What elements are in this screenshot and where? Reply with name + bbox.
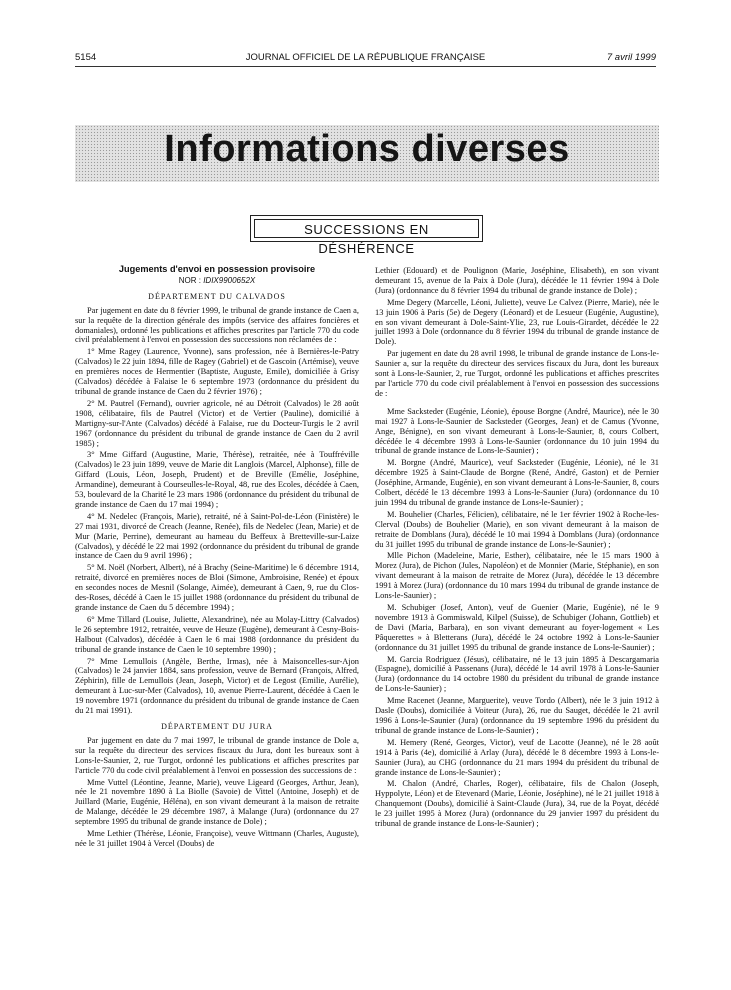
right-column [375,266,659,831]
paragraph: M. Chalon (André, Charles, Roger), célibataire, fils de Chalon (Joseph, Hyppolyte, Léon) et de Etevenard (Marie, Léonie, Joséphine), né le 21 juillet 1918 à Chanquemont (Doubs), domicilié à Saint-Claude (Jura), 34, rue de la Poyat, décédé le 23 juillet 1995 à Morez (Jura) (ordonnance du 29 janvier 1997 du président du tribunal de grande instance de Lons-le-Saunier) ; [375,779,659,829]
paragraph: 3° Mme Giffard (Augustine, Marie, Thérèse), retraitée, née à Touffréville (Calvados) le 23 juin 1899, veuve de Marie dit Langlois (Marcel, Alphonse), fille de Giffard (Louis, Léon, Joseph, Prudent) et de Breville (Emélie, Joséphine, Armandine), demeurant à Courseulles-le-Royal, 48, rue des Ecoles, décédée à Caen, 53, boulevard de la Charité le 23 mars 1986 (ordonnance du président du tribunal de grande instance de Caen du 17 mai 1994) ; [75,450,359,509]
banner-title: Informations diverses [164,128,570,170]
paragraph: M. Bouhelier (Charles, Félicien), célibataire, né le 1er février 1902 à Roche-les-Clerval (Doubs) de Bouhelier (Marie), en son vivant demeurant à la maison de retraite de Domblans (Jura), décédé le 10 mai 1994 à Domblans (Jura) (ordonnance du 31 juillet 1995 du tribunal de grande instance de Lons-le-Saunier) ; [375,509,659,549]
nor-code: IDIX9900652X [203,275,256,285]
paragraph: 2° M. Pautrel (Fernand), ouvrier agricole, né au Détroit (Calvados) le 28 août 1908, célibataire, fils de Pautrel (Victor) et de Vertier (Pauline), domicilié à Martigny-sur-l'Ante (Calvados) décédé à Falaise, rue du Docteur-Turgis le 2 avril 1967 (ordonnance du président du tribunal de grande instance de Caen du 2 avril 1985) ; [75,398,359,448]
paragraph: M. Schubiger (Josef, Anton), veuf de Guenier (Marie, Eugénie), né le 9 novembre 1913 à Gommiswald, Kilpel (Suisse), de Schubiger (Johann, Gottlieb) et de Davi (Maria, Barbara), en son vivant demeurant au foyer-logement « Les Pâquerettes » à Bletterans (Jura), décédé le 24 octobre 1992 à Lons-le-Saunier (ordonnance du 31 juillet 1995 du tribunal de grande instance de Lons-le-Saunier) ; [375,603,659,652]
jura-paragraphs-right-2 [375,407,659,829]
banner [75,125,659,182]
page-header [75,52,656,66]
paragraph: M. Borgne (André, Maurice), veuf Sacksteder (Eugénie, Léonie), né le 31 décembre 1925 à Saint-Claude de Borgne (René, André, Gaston) et de Pernier (Joséphine, Armande, Eugénie), en son vivant demeurant à Lons-le-Saunier, 8, cours Colbert, décédé le 13 décembre 1993 à Lons-le-Saunier (Jura) (ordonnance du 10 juin 1994 du tribunal de grande instance de Lons-le-Saunier) ; [375,458,659,507]
paragraph: Mme Vuttel (Léontine, Jeanne, Marie), veuve Ligeard (Georges, Arthur, Jean), née le 21 novembre 1890 à La Biolle (Savoie) de Vittel (Antoine, Joseph) et de Juillard (Marie, Eugénie, Héléna), en son vivant demeurant à la maison de retraite de Malange, décédée le 29 décembre 1987, à Malange (Jura) (ordonnance du 27 septembre 1995 du tribunal de grande instance de Dole) ; [75,777,359,827]
nor-line [75,276,359,286]
journal-title: JOURNAL OFFICIEL DE LA RÉPUBLIQUE FRANÇAISE [245,52,486,63]
header-rule [75,66,656,67]
paragraph: 5° M. Noël (Norbert, Albert), né à Brachy (Seine-Maritime) le 6 décembre 1914, retraité, divorcé en premières noces de Bloi (Simone, Ambroisine, Renée) et époux en secondes noces de Mesnil (Solange, Aimée), demeurant à Caen, 9, rue du Clos-des-Roses, décédé à Caen le 15 juillet 1988 (ordonnance du président du tribunal de grande instance de Caen du 5 décembre 1994) ; [75,563,359,612]
section-title-jura: DÉPARTEMENT DU JURA [161,721,273,731]
paragraph: 7° Mme Lemullois (Angèle, Berthe, Irmas), née à Maisoncelles-sur-Ajon (Calvados) le 24 janvier 1884, sans profession, veuve de Bernard (François, Alfred, Zéphirin), fille de Lemullois (Jean, Joseph, Victor) et de Legost (Emilie, Aurélie), demeurant à Luc-sur-Mer (Calvados), 10, avenue Pierre-Laurent, décédée à Caen le 19 novembre 1971 (ordonnance du président du tribunal de grande instance de Caen du 21 mai 1991). [75,656,359,716]
paragraph: M. Garcia Rodriguez (Jésus), célibataire, né le 13 juin 1895 à Descargamaria (Espagne), domicilié à Passenans (Jura), décédé le 14 avril 1978 à Lons-le-Saunier (Jura) (ordonnance du 14 octobre 1980 du président du tribunal de grande instance de Lons-le-Saunier) ; [375,654,659,694]
jura-paragraphs-right-1 [375,266,659,399]
paragraph: 6° Mme Tillard (Louise, Juliette, Alexandrine), née au Molay-Littry (Calvados) le 26 septembre 1912, retraitée, veuve de Heuze (Eugène), demeurant à Cesny-Bois-Halbout (Calvados), décédée à Caen le 6 mai 1988 (ordonnance du président du tribunal de grande instance de Caen le 10 septembre 1990) ; [75,614,359,654]
issue-date: 7 avril 1999 [606,52,656,63]
left-column [75,265,359,851]
paragraph: Lethier (Edouard) et de Poulignon (Marie, Joséphine, Elisabeth), en son vivant demeurant 15, avenue de la Paix à Dole (Jura), décédée le 11 février 1994 à Dole (Jura) (ordonnance du 8 février 1994 du tribunal de grande instance de Dole) ; [375,266,659,295]
paragraph: Mme Sacksteder (Eugénie, Léonie), épouse Borgne (André, Maurice), née le 30 mai 1927 à Lons-le-Saunier de Sacksteder (Georges, Jean) et de Camus (Yvonne, Ange, Bénigne), en son vivant demeurant à Lons-le-Saunier, 8, cours Colbert, décédée le 4 décembre 1993 à Lons-le-Saunier (ordonnance du 10 juin 1994 du tribunal de grande instance de Lons-le-Saunier) ; [375,406,659,456]
page-number: 5154 [75,52,97,63]
paragraph: Par jugement en date du 28 avril 1998, le tribunal de grande instance de Lons-le-Saunier a, sur la requête du directeur des services fiscaux du Jura, dont les bureaux sont à Lons-le-Saunier, 2, rue Turgot, ordonné les publications et affiches prescrites par l'article 770 du code civil préalablement à l'envoi en possession des successions de : [375,349,659,398]
section-box [250,215,483,256]
nor-label: NOR : [178,275,201,285]
paragraph: 4° M. Nedelec (François, Marie), retraité, né à Saint-Pol-de-Léon (Finistère) le 27 mai 1931, divorcé de Creach (Jeanne, Renée), fils de Nedelec (Jean, Marie) et de Mur (Marie, Perrine), demeurant au hameau du Beffeux à Bretteville-sur-Laize (Calvados), y décédé le 22 mai 1992 (ordonnance du président du tribunal de grande instance de Caen du 9 avril 1996) ; [75,511,359,561]
paragraph: Mme Lethier (Thérèse, Léonie, Françoise), veuve Wittmann (Charles, Auguste), née le 31 juillet 1904 à Vercel (Doubs) de [75,829,359,848]
jura-paragraphs-left [75,736,359,849]
article-title: Jugements d'envoi en possession provisoire [118,264,316,274]
paragraph: Mlle Pichon (Madeleine, Marie, Esther), célibataire, née le 15 mars 1900 à Morez (Jura), de Pichon (Jules, Napoléon) et de Monnier (Marie, Stéphanie), en son vivant demeurant à la maison de retraite de Morez (Jura), décédée le 13 décembre 1991 à Morez (Jura) (ordonnance du 10 mars 1994 du tribunal de grande instance de Lons-le-Saunier) ; [375,551,659,601]
paragraph: 1° Mme Ragey (Laurence, Yvonne), sans profession, née à Bernières-le-Patry (Calvados) le 22 juin 1894, fille de Ragey (Gabriel) et de Gascoin (Artémise), veuve en premières noces de Hermentier (Baptiste, Auguste, Emile), domiciliée à Grisy (Calvados) décédée à Falaise le 6 septembre 1973 (ordonnance du président du tribunal de grande instance de Caen du 2 février 1976) ; [75,347,359,396]
paragraph: Mme Racenet (Jeanne, Marguerite), veuve Tordo (Albert), née le 3 juin 1912 à Dasle (Doubs), domiciliée à Voiteur (Jura), 26, rue du Sauget, décédée le 21 avril 1996 à Lons-le-Saunier (Jura) (ordonnance du 19 septembre 1996 du président du tribunal de grande instance de Lons-le-Saunier) ; [375,696,659,735]
section-title-calvados: DÉPARTEMENT DU CALVADOS [148,291,286,301]
section-box-title: SUCCESSIONS EN DÉSHÉRENCE [254,219,479,238]
calvados-paragraphs [75,306,359,716]
paragraph: M. Hemery (René, Georges, Victor), veuf de Lacotte (Jeanne), né le 28 août 1914 à Paris (4e), domicilié à Arlay (Jura), décédé le 8 décembre 1993 à Lons-le-Saunier (Jura), au CHG (ordonnance du 21 mars 1994 du président du tribunal de grande instance de Lons-le-Saunier) ; [375,737,659,777]
paragraph: Par jugement en date du 8 février 1999, le tribunal de grande instance de Caen a, sur la requête de la direction générale des impôts (service des affaires foncières et domaniales), ordonné les publications et affiches prescrites par l'article 770 du code civil préalablement à l'envoi en possession des successions non réclamées de : [75,305,359,345]
paragraph: Mme Degery (Marcelle, Léoni, Juliette), veuve Le Calvez (Pierre, Marie), née le 13 juin 1906 à Paris (5e) de Degery (Léonard) et de Lesueur (Eugénie, Augustine), en son vivant demeurant à Dole-Saint-Ylie, 23, rue Louis-Girardet, décédée le 22 juillet 1993 à Dole (ordonnance du 8 février 1994 du tribunal de grande instance de Dole). [375,297,659,347]
paragraph: Par jugement en date du 7 mai 1997, le tribunal de grande instance de Dole a, sur la requête du directeur des services fiscaux du Jura, dont les bureaux sont à Lons-le-Saunier, 2, rue Turgot, ordonné les publications et affiches prescrites par l'article 770 du code civil préalablement à l'envoi en possession des successions de : [75,735,359,775]
